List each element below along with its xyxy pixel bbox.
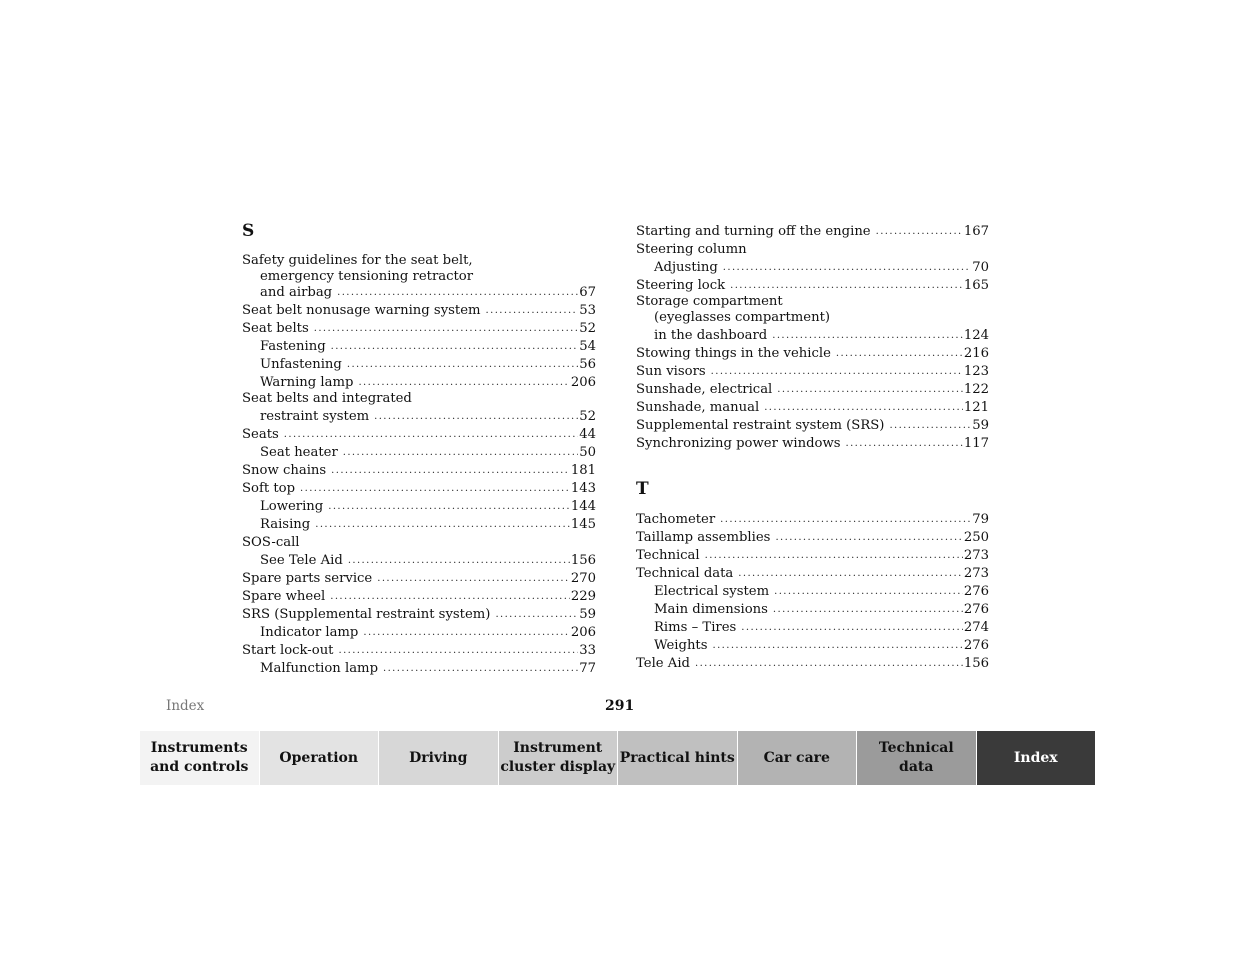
- dot-leader: [713, 637, 963, 654]
- index-entry: [636, 398, 989, 416]
- dot-leader: [314, 320, 578, 337]
- index-entry: [242, 605, 596, 623]
- dot-leader: [486, 302, 579, 319]
- index-entry-term: Rims – Tires: [654, 620, 737, 635]
- index-entry-term: Taillamp assemblies: [636, 530, 771, 545]
- index-entry-page: 67: [579, 285, 596, 300]
- dot-leader: [876, 223, 963, 240]
- index-entry-term: Seats: [242, 427, 279, 442]
- index-entry: [242, 373, 596, 391]
- index-entry-page: 77: [579, 661, 596, 676]
- index-entry-term: Seat belts: [242, 321, 309, 336]
- index-entry: [242, 461, 596, 479]
- index-entry-term: Seat heater: [260, 445, 338, 460]
- dot-leader: [383, 660, 578, 677]
- dot-leader: [774, 583, 963, 600]
- index-entry: [636, 528, 989, 546]
- tab-car-care[interactable]: [738, 731, 858, 785]
- tab-label: Driving: [409, 749, 468, 766]
- index-entry: [636, 276, 989, 294]
- dot-leader: [846, 435, 963, 452]
- index-entry: [242, 497, 596, 515]
- index-entry-page: 276: [963, 602, 989, 617]
- index-entry-page: 206: [570, 375, 596, 390]
- index-entry-page: 121: [963, 400, 989, 415]
- tab-index[interactable]: [977, 731, 1096, 785]
- dot-leader: [777, 381, 963, 398]
- index-entry: [636, 294, 989, 310]
- section-letter-t: T: [636, 479, 649, 499]
- index-entry: [242, 391, 596, 407]
- index-entry: [242, 623, 596, 641]
- dot-leader: [347, 356, 578, 373]
- dot-leader: [338, 642, 578, 659]
- index-entry: [636, 380, 989, 398]
- index-entry-term: Snow chains: [242, 463, 327, 478]
- dot-leader: [377, 570, 570, 587]
- index-entry-term: Tachometer: [636, 512, 716, 527]
- dot-leader: [889, 417, 971, 434]
- index-entry-term: Adjusting: [654, 260, 718, 275]
- index-entry-page: 250: [963, 530, 989, 545]
- index-entry: [242, 407, 596, 425]
- tab-label: Car care: [763, 749, 830, 766]
- dot-leader: [331, 462, 570, 479]
- page-number: 291: [605, 698, 635, 714]
- index-entry-term: Storage compartment: [636, 294, 783, 309]
- index-entry-term: Steering column: [636, 242, 747, 257]
- index-entry: [636, 636, 989, 654]
- index-entry: [636, 564, 989, 582]
- index-entry-page: 273: [963, 548, 989, 563]
- index-entry-term: Unfastening: [260, 357, 342, 372]
- dot-leader: [330, 588, 570, 605]
- index-entry: [242, 641, 596, 659]
- dot-leader: [705, 547, 963, 564]
- index-entry-term: Spare wheel: [242, 589, 326, 604]
- index-entry-page: 165: [963, 278, 989, 293]
- index-entry-page: 117: [963, 436, 989, 451]
- tab-label: Instrument cluster display: [500, 740, 616, 775]
- index-entry-term: See Tele Aid: [260, 553, 343, 568]
- index-entry-page: 274: [963, 620, 989, 635]
- index-entry: [636, 582, 989, 600]
- tab-label: Index: [1013, 749, 1058, 766]
- index-entry: [242, 479, 596, 497]
- index-entry: [636, 326, 989, 344]
- tab-technical[interactable]: [857, 731, 977, 785]
- index-entry: [242, 587, 596, 605]
- index-entry: [242, 355, 596, 373]
- dot-leader: [343, 444, 578, 461]
- index-entry-page: 52: [579, 321, 596, 336]
- index-entry-term: Raising: [260, 517, 311, 532]
- index-entry-term: Warning lamp: [260, 375, 354, 390]
- index-entry-term: Weights: [654, 638, 708, 653]
- index-entry: [242, 659, 596, 677]
- index-entry: [242, 533, 596, 551]
- index-entry-page: 276: [963, 584, 989, 599]
- tab-label: Operation: [279, 749, 359, 766]
- tab-instrument[interactable]: [499, 731, 619, 785]
- tab-label: Practical hints: [619, 749, 735, 766]
- tab-instruments[interactable]: [140, 731, 260, 785]
- index-entry-term: Sunshade, manual: [636, 400, 760, 415]
- index-entry-term: and airbag: [260, 285, 333, 300]
- index-entry-page: 144: [570, 499, 596, 514]
- index-entry-term: Spare parts service: [242, 571, 373, 586]
- index-entry-page: 229: [570, 589, 596, 604]
- index-entry: [636, 654, 989, 672]
- index-entry-page: 70: [972, 260, 989, 275]
- tab-operation[interactable]: [260, 731, 380, 785]
- index-entry: [636, 600, 989, 618]
- dot-leader: [764, 399, 963, 416]
- index-entry: [242, 319, 596, 337]
- index-entry-term: Safety guidelines for the seat belt,: [242, 253, 473, 268]
- dot-leader: [773, 601, 963, 618]
- index-entry-term: Starting and turning off the engine: [636, 224, 871, 239]
- index-entry: [242, 269, 596, 285]
- dot-leader: [337, 284, 578, 301]
- dot-leader: [720, 511, 971, 528]
- dot-leader: [711, 363, 963, 380]
- index-entry-page: 50: [579, 445, 596, 460]
- index-entry-page: 79: [972, 512, 989, 527]
- index-entry: [636, 362, 989, 380]
- index-entry-term: Seat belt nonusage warning system: [242, 303, 481, 318]
- footer-section-label: Index: [166, 698, 205, 714]
- index-entry-page: 44: [579, 427, 596, 442]
- dot-leader: [348, 552, 570, 569]
- dot-leader: [723, 259, 971, 276]
- dot-leader: [363, 624, 569, 641]
- dot-leader: [695, 655, 963, 672]
- index-entry: [242, 515, 596, 533]
- dot-leader: [775, 529, 962, 546]
- index-entry-term: Sunshade, electrical: [636, 382, 773, 397]
- index-entry: [636, 416, 989, 434]
- index-entry-term: Seat belts and integrated: [242, 391, 412, 406]
- index-entry-term: Technical: [636, 548, 700, 563]
- index-entry-term: Electrical system: [654, 584, 770, 599]
- index-entry-page: 181: [570, 463, 596, 478]
- index-entry-term: Main dimensions: [654, 602, 768, 617]
- index-entries-s: [242, 253, 596, 677]
- index-entries-s-continued: [636, 222, 989, 452]
- index-entry-page: 33: [579, 643, 596, 658]
- index-entry: [242, 569, 596, 587]
- index-entry-page: 56: [579, 357, 596, 372]
- index-entry-page: 122: [963, 382, 989, 397]
- index-entry-term: emergency tensioning retractor: [260, 269, 474, 284]
- index-entry-term: Indicator lamp: [260, 625, 359, 640]
- index-entry: [636, 546, 989, 564]
- index-entry-page: 59: [972, 418, 989, 433]
- index-entry-page: 143: [570, 481, 596, 496]
- index-entry-term: restraint system: [260, 409, 370, 424]
- index-entry-page: 52: [579, 409, 596, 424]
- dot-leader: [741, 619, 963, 636]
- dot-leader: [772, 327, 963, 344]
- dot-leader: [358, 374, 569, 391]
- index-entry-term: Soft top: [242, 481, 296, 496]
- index-entry-page: 270: [570, 571, 596, 586]
- index-entry: [636, 510, 989, 528]
- dot-leader: [374, 408, 578, 425]
- index-entry-term: in the dashboard: [654, 328, 768, 343]
- index-entry-term: Lowering: [260, 499, 324, 514]
- index-entry-page: 276: [963, 638, 989, 653]
- index-entry: [636, 310, 989, 326]
- index-entry-term: Supplemental restraint system (SRS): [636, 418, 885, 433]
- index-entry-term: (eyeglasses compartment): [654, 310, 831, 325]
- chapter-tab-bar: [140, 731, 1095, 785]
- index-entry-page: 53: [579, 303, 596, 318]
- index-entry: [242, 443, 596, 461]
- index-entry-page: 124: [963, 328, 989, 343]
- index-entry-page: 206: [570, 625, 596, 640]
- tab-label: Instruments and controls: [150, 740, 249, 775]
- index-entry-page: 145: [570, 517, 596, 532]
- tab-practical-hints[interactable]: [618, 731, 738, 785]
- index-entry-term: SOS-call: [242, 535, 300, 550]
- index-entry-term: Sun visors: [636, 364, 706, 379]
- index-entry-page: 123: [963, 364, 989, 379]
- index-entry-term: Synchronizing power windows: [636, 436, 841, 451]
- tab-label: Technical data: [878, 740, 954, 775]
- index-entry: [242, 425, 596, 443]
- index-entry-term: Steering lock: [636, 278, 726, 293]
- index-entry: [636, 618, 989, 636]
- dot-leader: [300, 480, 570, 497]
- index-entry-page: 167: [963, 224, 989, 239]
- index-entry-term: Start lock-out: [242, 643, 334, 658]
- index-entry-page: 156: [570, 553, 596, 568]
- index-entry-page: 216: [963, 346, 989, 361]
- tab-driving[interactable]: [379, 731, 499, 785]
- dot-leader: [738, 565, 963, 582]
- index-entry: [636, 258, 989, 276]
- index-entry-term: Malfunction lamp: [260, 661, 379, 676]
- index-entries-t: [636, 510, 989, 672]
- index-entry: [636, 344, 989, 362]
- index-entry: [636, 240, 989, 258]
- index-entry: [242, 285, 596, 301]
- index-entry-page: 54: [579, 339, 596, 354]
- dot-leader: [495, 606, 578, 623]
- index-entry-page: 59: [579, 607, 596, 622]
- index-entry: [636, 434, 989, 452]
- index-entry-term: SRS (Supplemental restraint system): [242, 607, 491, 622]
- dot-leader: [331, 338, 579, 355]
- index-entry: [242, 551, 596, 569]
- dot-leader: [284, 426, 578, 443]
- section-letter-s: S: [242, 221, 255, 241]
- index-entry-page: 156: [963, 656, 989, 671]
- dot-leader: [328, 498, 570, 515]
- dot-leader: [730, 277, 963, 294]
- index-entry-term: Tele Aid: [636, 656, 690, 671]
- index-entry-term: Stowing things in the vehicle: [636, 346, 831, 361]
- index-entry-term: Technical data: [636, 566, 734, 581]
- index-entry-term: Fastening: [260, 339, 326, 354]
- index-entry: [242, 253, 596, 269]
- dot-leader: [315, 516, 570, 533]
- index-entry-page: 273: [963, 566, 989, 581]
- index-entry: [242, 301, 596, 319]
- index-entry: [636, 222, 989, 240]
- index-entry: [242, 337, 596, 355]
- dot-leader: [836, 345, 963, 362]
